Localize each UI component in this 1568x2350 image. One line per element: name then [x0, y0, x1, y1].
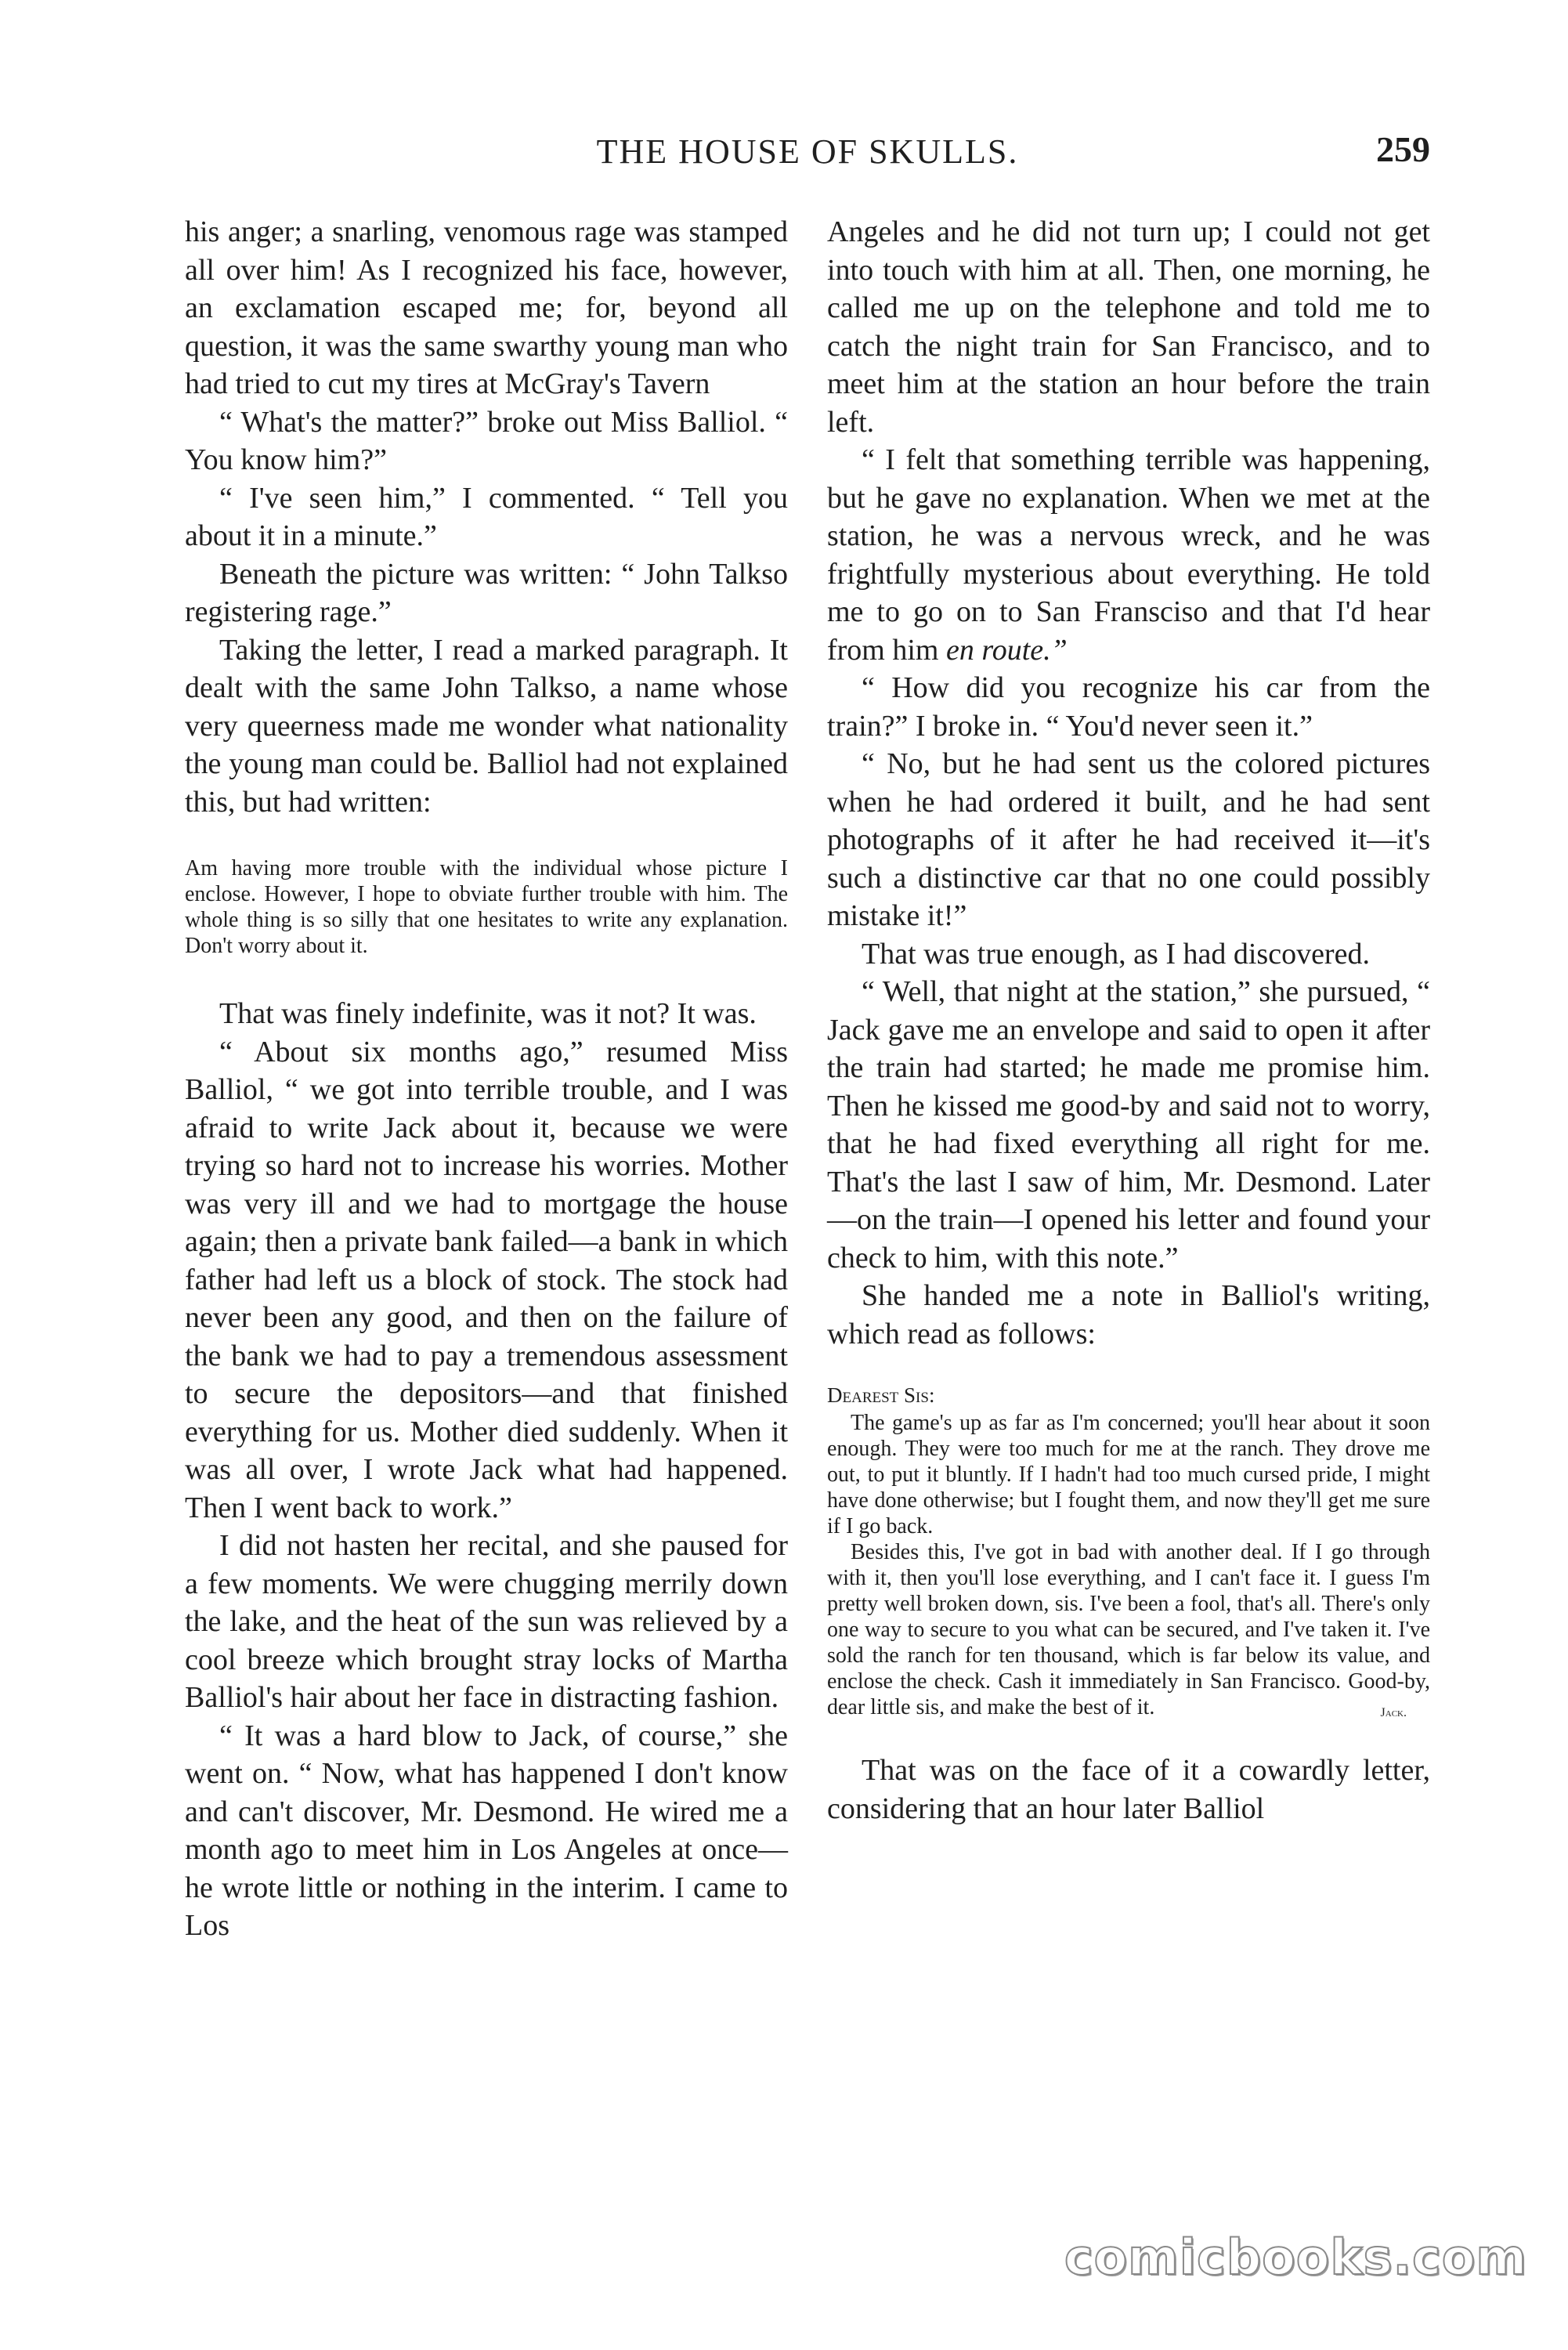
paragraph: She handed me a note in Balliol's writing, which read as follows: [827, 1279, 1430, 1350]
paragraph: That was finely indefinite, was it not? It was. [219, 997, 757, 1030]
letter-signature: Jack. [1380, 1706, 1407, 1719]
paragraph: “ How did you recognize his car from the train?” I broke in. “ You'd never seen it.” [827, 671, 1430, 743]
italic-phrase: en route.” [945, 633, 1068, 667]
paragraph-text: “ I felt that something terrible was happening, but he gave no explanation. When we met at the station, he was a nervous wreck, and he was frightfully mysterious about everything. He told me to go on to San Fransciso and that I'd hear from him [827, 443, 1430, 667]
quoted-letter-excerpt [185, 855, 788, 959]
paragraph: That was on the face of it a cowardly letter, considering that an hour later Balliol [827, 1754, 1430, 1825]
page-number: 259 [1376, 129, 1430, 169]
paragraph: “ Well, that night at the station,” she pursued, “ Jack gave me an envelope and said to open it after the train had started; he made me promise him. Then he kissed me good-by and said not to worry, that he had fixed everything all right for me. That's the last I saw of him, Mr. Desmond. Later—on the train—I opened his letter and found your check to him, with this note.” [827, 975, 1430, 1274]
paragraph: I did not hasten her recital, and she paused for a few moments. We were chugging merrily down the lake, and the heat of the sun was relieved by a cool breeze which brought stray locks of Martha Balliol's hair about her face in distracting fashion. [185, 1529, 788, 1714]
paragraph [827, 441, 1430, 669]
page-header [185, 129, 1430, 179]
paragraph: “ About six months ago,” resumed Miss Balliol, “ we got into terrible trouble, and I was afraid to write Jack about it, because we were trying so hard not to increase his worries. Mother was very ill and we had to mortgage the house again; then a private bank failed—a bank in which father had left us a block of stock. The stock had never been any good, and then on the failure of the bank we had to pay a tremendous assessment to secure the depositors—and that finished everything for us. Mother died suddenly. When it was all over, I wrote Jack what had happened. Then I went back to work.” [185, 1035, 788, 1524]
left-column [185, 213, 788, 1945]
paragraph: Angeles and he did not turn up; I could not get into touch with him at all. Then, one morning, he called me up on the telephone and told me to catch the night train for San Francisco, and to meet him at the station an hour before the train left. [827, 215, 1430, 439]
letter-paragraph: Besides this, I've got in bad with another deal. If I go through with it, then you'll lose everything, and I can't face it. I guess I'm pretty well broken down, sis. I've been a fool, that's all. There's only one way to secure to you what can be secured, and I've taken it. I've sold the ranch for ten thousand, which is far below its value, and enclose the check. Cash it immediately in San Francisco. Good-by, dear little sis, and make the best of it. [827, 1540, 1430, 1719]
site-watermark: comicbooks.com [1064, 2229, 1527, 2286]
running-title: THE HOUSE OF SKULLS. [596, 132, 1019, 171]
quote-text: Am having more trouble with the individual whose picture I enclose. However, I hope to obviate further trouble with him. The whole thing is so silly that one hesitates to write any explanation. Don't worry about it. [185, 856, 788, 958]
letter-salutation: Dearest Sis: [827, 1383, 935, 1407]
paragraph: Beneath the picture was written: “ John Talkso registering rage.” [185, 557, 788, 628]
paragraph: his anger; a snarling, venomous rage was stamped all over him! As I recognized his face, however, an exclamation escaped me; for, beyond all question, it was the same swarthy young man who had tried to cut my tires at McGray's Tavern [185, 215, 788, 400]
paragraph: “ What's the matter?” broke out Miss Balliol. “ You know him?” [185, 405, 788, 476]
embedded-letter [827, 1383, 1430, 1720]
paragraph: Taking the letter, I read a marked paragraph. It dealt with the same John Talkso, a name whose very queerness made me wonder what nationality the young man could be. Balliol had not explained this, but had written: [185, 633, 788, 819]
paragraph: That was true enough, as I had discovered. [862, 937, 1370, 971]
paragraph: “ No, but he had sent us the colored pictures when he had ordered it built, and he had sent photographs of it after he had received it—it's such a distinctive car that no one could possibly mistake it!” [827, 747, 1430, 932]
paragraph: “ It was a hard blow to Jack, of course,” she went on. “ Now, what has happened I don't know and can't discover, Mr. Desmond. He wired me a month ago to meet him in Los Angeles at once—he wrote little or nothing in the interim. I came to Los [185, 1719, 788, 1942]
letter-signoff [827, 1539, 1430, 1720]
paragraph: “ I've seen him,” I commented. “ Tell you about it in a minute.” [185, 481, 788, 552]
letter-paragraph: The game's up as far as I'm concerned; you'll hear about it soon enough. They were too much for me at the ranch. They drove me out, to put it bluntly. If I hadn't had too much cursed pride, I might have done otherwise; but I fought them, and now they'll get me sure if I go back. [827, 1411, 1430, 1538]
right-column [827, 213, 1430, 1828]
